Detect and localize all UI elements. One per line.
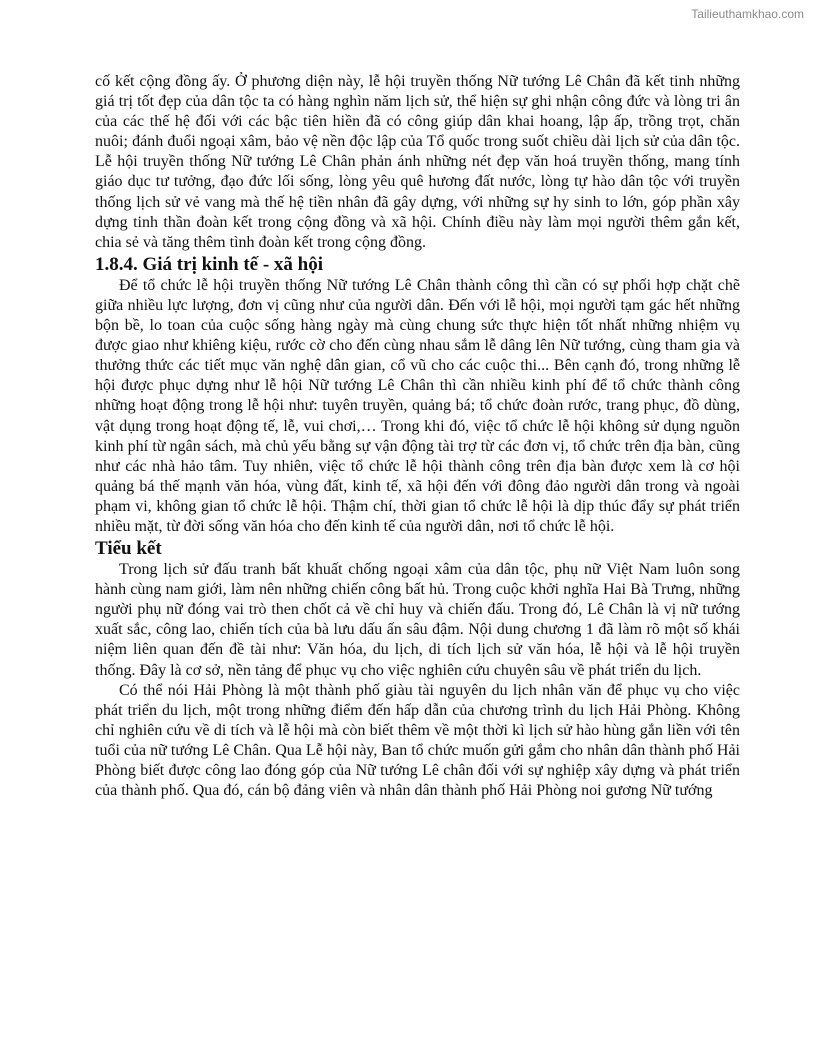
paragraph: Trong lịch sử đấu tranh bất khuất chống ngoại xâm của dân tộc, phụ nữ Việt Nam luôn song hành cùng nam giới, làm nên những chiến công bất hủ. Trong cuộc khởi nghĩa Hai Bà Trưng, những người phụ nữ đóng vai trò then chốt cả về chỉ huy và chiến đấu. Trong đó, Lê Chân là vị nữ tướng xuất sắc, công lao, chiến tích của bà lưu dấu ấn sâu đậm. Nội dung chương 1 đã làm rõ một số khái niệm liên quan đến đề tài như: Văn hóa, du lịch, di tích lịch sử văn hóa, lễ hội và lễ hội truyền thống. Đây là cơ sở, nền tảng để phục vụ cho việc nghiên cứu chuyên sâu về phát triển du lịch. bbox=[95, 561, 740, 679]
paragraph: cố kết cộng đồng ấy. Ở phương diện này, lễ hội truyền thống Nữ tướng Lê Chân đã kết tinh những giá trị tốt đẹp của dân tộc ta có hàng nghìn năm lịch sử, thể hiện sự ghi nhận công đức và lòng tri ân của các thế hệ đối với các bậc tiên hiền đã có công giúp dân khai hoang, lập ấp, trồng trọt, chăn nuôi; đánh đuổi ngoại xâm, bảo vệ nền độc lập của Tổ quốc trong suốt chiều dài lịch sử của dân tộc. Lễ hội truyền thống Nữ tướng Lê Chân phản ánh những nét đẹp văn hoá truyền thống, mang tính giáo dục tư tưởng, đạo đức lối sống, lòng yêu quê hương đất nước, lòng tự hào dân tộc với truyền thống lịch sử vẻ vang mà thế hệ tiền nhân đã gây dựng, với những sự hy sinh to lớn, góp phần xây dựng tinh thần đoàn kết trong cộng đồng và xã hội. Chính điều này làm mọi người thêm gắn kết, chia sẻ và tăng thêm tình đoàn kết trong cộng đồng. bbox=[95, 73, 740, 251]
section-heading: 1.8.4. Giá trị kinh tế - xã hội bbox=[95, 253, 324, 275]
paragraph: Có thể nói Hải Phòng là một thành phố giàu tài nguyên du lịch nhân văn để phục vụ cho việc phát triển du lịch, một trong những điểm đến hấp dẫn của chương trình du lịch Hải Phòng. Không chỉ nghiên cứu về di tích và lễ hội mà còn biết thêm về một thời kì lịch sử hào hùng gắn liền với tên tuổi của nữ tướng Lê Chân. Qua Lễ hội này, Ban tổ chức muốn gửi gắm cho nhân dân thành phố Hải Phòng biết được công lao đóng góp của Nữ tướng Lê chân đối với sự nghiệp xây dựng và phát triển của thành phố. Qua đó, cán bộ đảng viên và nhân dân thành phố Hải Phòng noi gương Nữ tướng bbox=[95, 681, 740, 800]
watermark: Tailieuthamkhao.com bbox=[691, 7, 804, 21]
page-body bbox=[95, 72, 740, 801]
paragraph: Để tổ chức lễ hội truyền thống Nữ tướng Lê Chân thành công thì cần có sự phối hợp chặt chẽ giữa nhiều lực lượng, đơn vị cũng như của người dân. Đến với lễ hội, mọi người tạm gác hết những bộn bề, lo toan của cuộc sống hàng ngày mà cùng chung sức thực hiện tốt nhất những nhiệm vụ được giao như khiêng kiệu, rước cờ cho đến cùng nhau sắm lễ dâng lên Nữ tướng, cùng tham gia và thưởng thức các tiết mục văn nghệ dân gian, cổ vũ cho các cuộc thi... Bên cạnh đó, trong những lễ hội được phục dựng như lễ hội Nữ tướng Lê Chân thì cần nhiều kinh phí để tổ chức thành công những hoạt động trong lễ hội như: tuyên truyền, quảng bá; tổ chức đoàn rước, trang phục, đồ dùng, vật dụng trong hoạt động tế, lễ, vui chơi,… Trong khi đó, việc tổ chức lễ hội không sử dụng nguồn kinh phí từ ngân sách, mà chủ yếu bằng sự vận động tài trợ từ các đơn vị, tổ chức trên địa bàn, cũng như các nhà hảo tâm. Tuy nhiên, việc tổ chức lễ hội thành công trên địa bàn được xem là cơ hội quảng bá thế mạnh văn hóa, vùng đất, kinh tế, xã hội đến với đông đảo người dân trong và ngoài phạm vi, không gian tổ chức lễ hội. Thậm chí, thời gian tổ chức lễ hội là dịp thúc đẩy sự phát triển nhiều mặt, từ đời sống văn hóa cho đến kinh tế của người dân, nơi tổ chức lễ hội. bbox=[95, 276, 740, 535]
section-heading: Tiểu kết bbox=[95, 538, 162, 560]
